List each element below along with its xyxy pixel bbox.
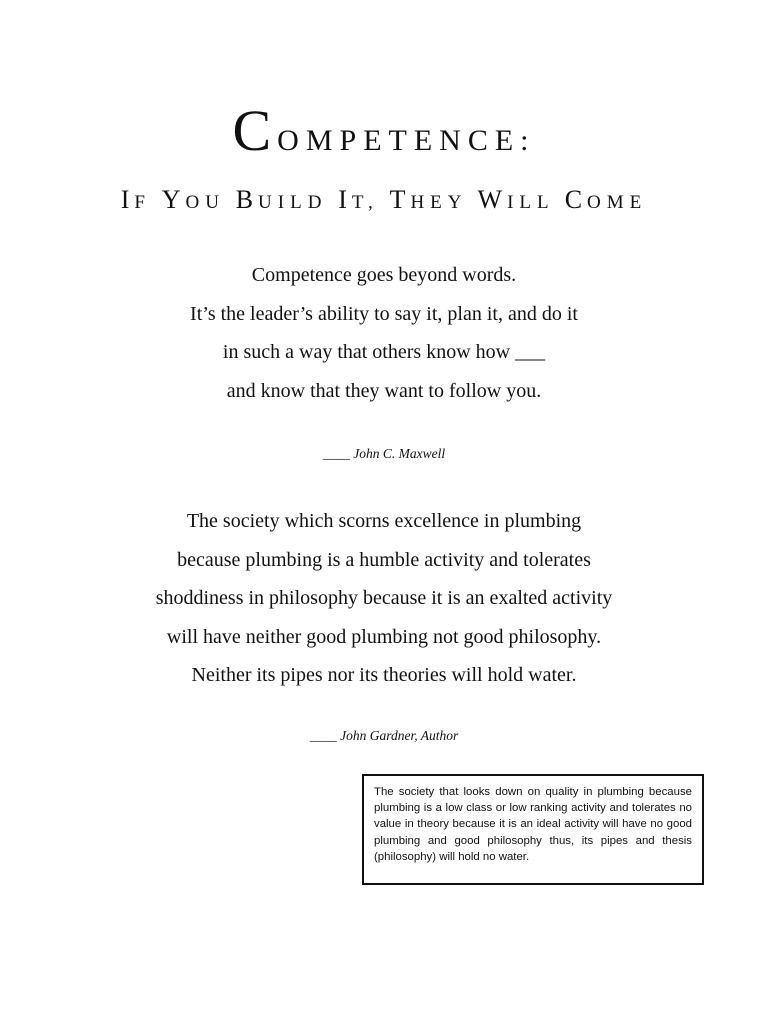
subtitle-rest: OU <box>185 192 236 213</box>
quote-line: will have neither good plumbing not good philosophy. <box>166 625 602 648</box>
quote-line: It’s the leader’s ability to say it, plan it, and do it <box>190 302 578 325</box>
quote-line: in such a way that others know how ___ <box>222 341 546 363</box>
maxwell-quote <box>0 256 768 410</box>
subtitle-rest: F <box>134 192 162 213</box>
title-rest: OMPETENCE: <box>277 124 536 157</box>
note-text: The society that looks down on quality in plumbing because plumbing is a low class or low ranking activity and tolerates no value in theory because it is an ideal activity will have no good plumbing and good philosophy thus, its pipes and thesis (philosophy) will hold no water. <box>374 786 692 863</box>
subtitle-initial: B <box>235 185 259 214</box>
page-subtitle <box>0 183 768 220</box>
subtitle-initial: T <box>389 185 411 214</box>
quote-line: because plumbing is a humble activity and tolerates <box>177 548 591 571</box>
title-initial: C <box>232 98 278 163</box>
subtitle-rest: HEY <box>410 192 478 213</box>
subtitle-initial: C <box>564 185 588 214</box>
gardner-attribution: ____ John Gardner, Author <box>309 728 459 743</box>
subtitle-initial: W <box>477 185 508 214</box>
subtitle-initial: I <box>120 185 135 214</box>
subtitle-rest: ILL <box>507 192 565 213</box>
subtitle-initial: I <box>338 185 352 214</box>
quote-line: shoddiness in philosophy because it is an exalted activity <box>155 587 613 609</box>
subtitle-rest: OME <box>587 192 648 213</box>
quote-line: and know that they want to follow you. <box>226 379 542 402</box>
subtitle-initial: Y <box>161 185 186 214</box>
quote-line: The society which scorns excellence in plumbing <box>186 510 582 532</box>
maxwell-attribution: ____ John C. Maxwell <box>322 446 446 461</box>
quote-line: Competence goes beyond words. <box>251 264 517 286</box>
paraphrase-note-box <box>362 774 704 885</box>
subtitle-rest: UILD <box>258 192 339 213</box>
gardner-quote <box>0 502 768 695</box>
quote-line: Neither its pipes nor its theories will hold water. <box>191 664 577 686</box>
page-title <box>0 96 768 176</box>
subtitle-rest: T, <box>351 192 390 213</box>
